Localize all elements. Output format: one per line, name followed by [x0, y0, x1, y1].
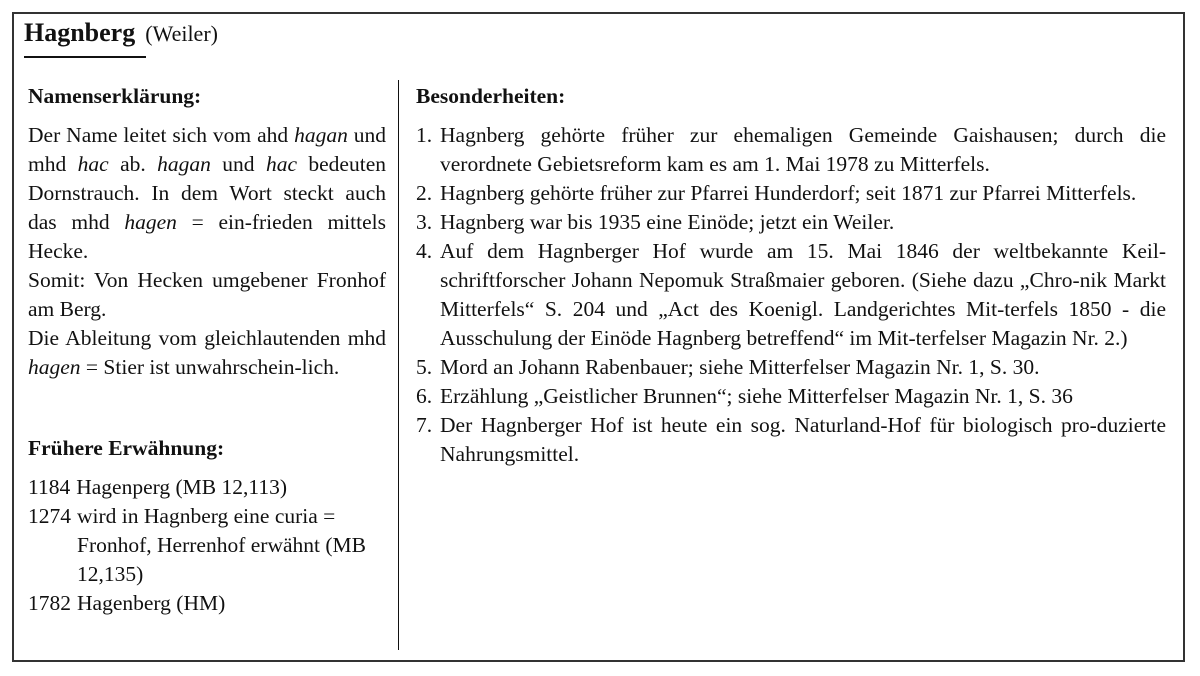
mention-text: Hagenberg (HM) [77, 591, 226, 615]
feature-text: Mord an Johann Rabenbauer; siehe Mitterfelser Magazin Nr. 1, S. 30. [440, 355, 1040, 379]
page-title [24, 18, 218, 48]
special-features-heading: Besonderheiten: [416, 84, 566, 108]
name-explanation-paragraph: Somit: Von Hecken umgebener Fronhof am Berg. [28, 268, 386, 321]
feature-number: 6. [416, 384, 433, 408]
feature-text: Erzählung „Geistlicher Brunnen“; siehe Mitterfelser Magazin Nr. 1, S. 36 [440, 384, 1073, 408]
feature-number: 3. [416, 210, 433, 234]
title-underline [24, 56, 146, 58]
feature-number: 7. [416, 413, 433, 437]
feature-number: 4. [416, 239, 433, 263]
mention-item [28, 473, 386, 502]
name-explanation-paragraph: Der Name leitet sich vom ahd hagan und mhd hac ab. hagan und hac bedeuten Dornstrauch. In dem Wort steckt auch das mhd hagen = ein-frieden mittels Hecke. [28, 123, 386, 263]
earlier-mentions-list [28, 473, 386, 618]
right-column [416, 82, 1166, 469]
mention-text: wird in Hagnberg eine curia = Fronhof, Herrenhof erwähnt (MB 12,135) [77, 504, 366, 586]
mention-year: 1274 [28, 504, 71, 528]
feature-number: 5. [416, 355, 433, 379]
feature-item [416, 237, 1166, 353]
feature-item [416, 353, 1166, 382]
feature-item [416, 179, 1166, 208]
earlier-mentions-heading: Frühere Erwähnung: [28, 436, 225, 460]
feature-text: Hagnberg war bis 1935 eine Einöde; jetzt ein Weiler. [440, 210, 895, 234]
spacer [28, 382, 386, 434]
mention-text: Hagenperg (MB 12,113) [76, 475, 287, 499]
name-explanation-paragraph: Die Ableitung vom gleichlautenden mhd hagen = Stier ist unwahrschein-lich. [28, 326, 386, 379]
name-explanation-heading: Namenserklärung: [28, 84, 202, 108]
mention-year: 1184 [28, 475, 71, 499]
left-column [28, 82, 386, 618]
feature-item [416, 411, 1166, 469]
place-type: (Weiler) [145, 21, 218, 46]
feature-item [416, 208, 1166, 237]
feature-text: Auf dem Hagnberger Hof wurde am 15. Mai 1846 der weltbekannte Keil-schriftforscher Johann Nepomuk Straßmaier geboren. (Siehe dazu „Chro-nik Markt Mitterfels“ S. 204 und „Act des Koenigl. Landgerichtes Mit-terfels 1850 - die Ausschulung der Einöde Hagnberg betreffend“ im Mit-terfelser Magazin Nr. 2.) [440, 239, 1166, 350]
special-features-list [416, 121, 1166, 469]
feature-item [416, 382, 1166, 411]
feature-text: Hagnberg gehörte früher zur Pfarrei Hunderdorf; seit 1871 zur Pfarrei Mitterfels. [440, 181, 1137, 205]
column-divider [398, 80, 399, 650]
feature-text: Der Hagnberger Hof ist heute ein sog. Naturland-Hof für biologisch pro-duzierte Nahrungsmittel. [440, 413, 1166, 466]
feature-item [416, 121, 1166, 179]
feature-number: 2. [416, 181, 433, 205]
feature-text: Hagnberg gehörte früher zur ehemaligen Gemeinde Gaishausen; durch die verordnete Gebietsreform kam es am 1. Mai 1978 zu Mitterfels. [440, 123, 1166, 176]
mention-item [28, 502, 386, 589]
mention-year: 1782 [28, 591, 71, 615]
mention-item [28, 589, 386, 618]
feature-number: 1. [416, 123, 433, 147]
place-name: Hagnberg [24, 18, 136, 47]
